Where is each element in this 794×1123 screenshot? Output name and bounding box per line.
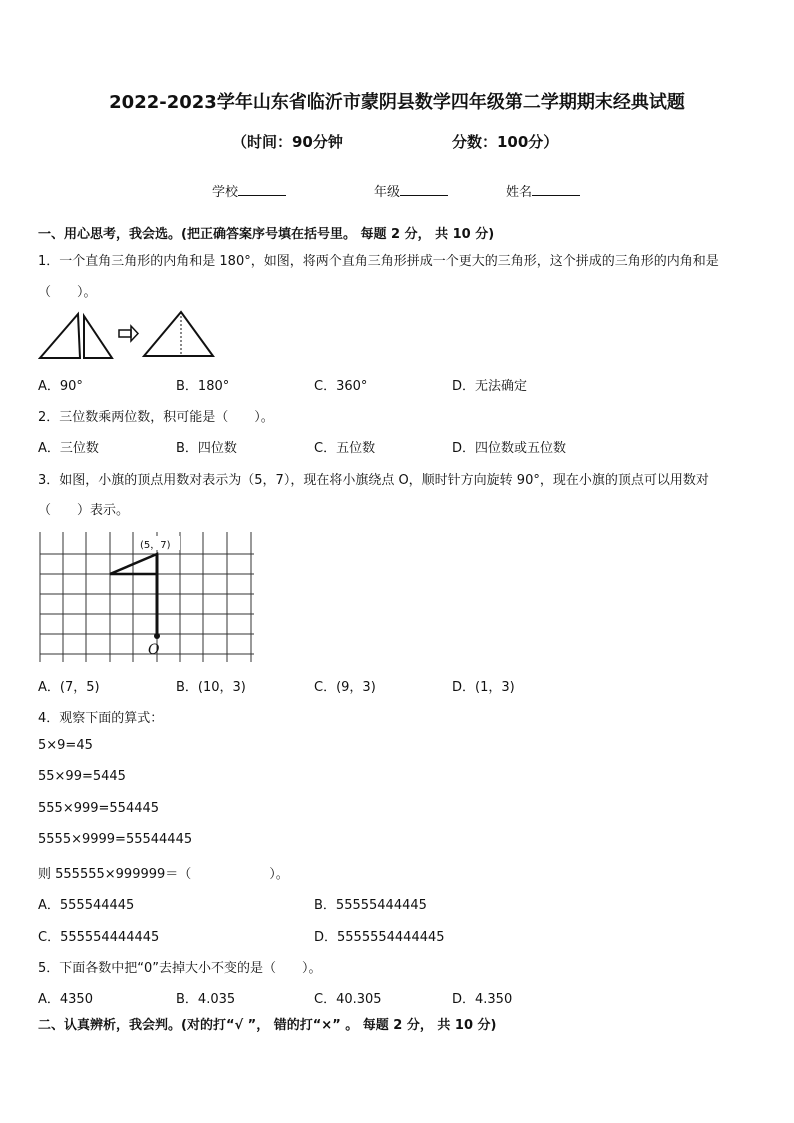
grade-blank [400, 183, 448, 196]
q3-text-line1: 3．如图，小旗的顶点用数对表示为（5，7），现在将小旗绕点 O，顺时针方向旋转 90°，现在小旗的顶点可以用数对 [38, 473, 709, 488]
q4-equation-4: 5555×9999=55544445 [38, 832, 193, 847]
school-field [212, 181, 286, 200]
q4-ask: 则 555555×999999＝（ ）。 [38, 867, 289, 882]
section1-heading: 一、用心思考，我会选。(把正确答案序号填在括号里。 每题 2 分， 共 10 分) [38, 227, 495, 242]
name-field [506, 181, 580, 200]
q2-option-b: B．四位数 [176, 441, 237, 456]
q3-text-line2: （ ）表示。 [38, 503, 130, 518]
q1-option-a: A．90° [38, 379, 83, 394]
vertex-label: (5，7) [140, 540, 171, 551]
q4-equation-2: 55×99=5445 [38, 769, 126, 784]
q5-option-b: B．4.035 [176, 992, 236, 1007]
q4-option-c: C．555554444445 [38, 930, 160, 945]
q2-option-d: D．四位数或五位数 [452, 441, 567, 456]
point-o [154, 633, 160, 639]
triangle-left [40, 314, 80, 358]
q1-triangles-figure [38, 306, 218, 362]
q4-equation-3: 555×999=554445 [38, 801, 160, 816]
point-o-label: O [148, 642, 160, 658]
q1-text-line2: （ ）。 [38, 285, 97, 300]
q3-option-a: A．(7，5) [38, 680, 100, 695]
section2-heading: 二、认真辨析，我会判。(对的打“√ ”， 错的打“×” 。 每题 2 分， 共 10 分) [38, 1018, 497, 1033]
score-label: 分数：100分） [452, 133, 559, 151]
triangle-combined [144, 312, 213, 356]
q2-option-c: C．五位数 [314, 441, 376, 456]
q5-option-a: A．4350 [38, 992, 93, 1007]
q1-option-c: C．360° [314, 379, 368, 394]
q4-text: 4．观察下面的算式： [38, 711, 164, 726]
arrow-icon [119, 326, 138, 341]
triangle-right [84, 316, 112, 358]
q5-option-d: D．4.350 [452, 992, 513, 1007]
name-blank [532, 183, 580, 196]
q3-grid-figure [38, 530, 256, 664]
q4-option-d: D．5555554444445 [314, 930, 445, 945]
q4-equation-1: 5×9=45 [38, 738, 93, 753]
q2-text: 2．三位数乘两位数，积可能是（ ）。 [38, 410, 274, 425]
q1-option-d: D．无法确定 [452, 379, 528, 394]
q3-option-c: C．(9，3) [314, 680, 376, 695]
q1-text-line1: 1．一个直角三角形的内角和是 180°，如图，将两个直角三角形拼成一个更大的三角形，这个拼成的三角形的内角和是 [38, 254, 719, 269]
page-title: 2022-2023学年山东省临沂市蒙阴县数学四年级第二学期期末经典试题 [109, 92, 685, 113]
q4-option-b: B．55555444445 [314, 898, 427, 913]
q5-text: 5．下面各数中把“0”去掉大小不变的是（ ）。 [38, 961, 322, 976]
q5-option-c: C．40.305 [314, 992, 382, 1007]
school-blank [238, 183, 286, 196]
q4-option-a: A．555544445 [38, 898, 135, 913]
q3-option-b: B．(10，3) [176, 680, 246, 695]
grade-field [374, 181, 448, 200]
q1-option-b: B．180° [176, 379, 230, 394]
name-label: 姓名 [506, 185, 533, 200]
grid-lines [40, 532, 254, 662]
grade-label: 年级 [374, 185, 401, 200]
school-label: 学校 [212, 185, 239, 200]
q3-option-d: D．(1，3) [452, 680, 515, 695]
q2-option-a: A．三位数 [38, 441, 99, 456]
time-label: （时间：90分钟 [232, 133, 343, 151]
